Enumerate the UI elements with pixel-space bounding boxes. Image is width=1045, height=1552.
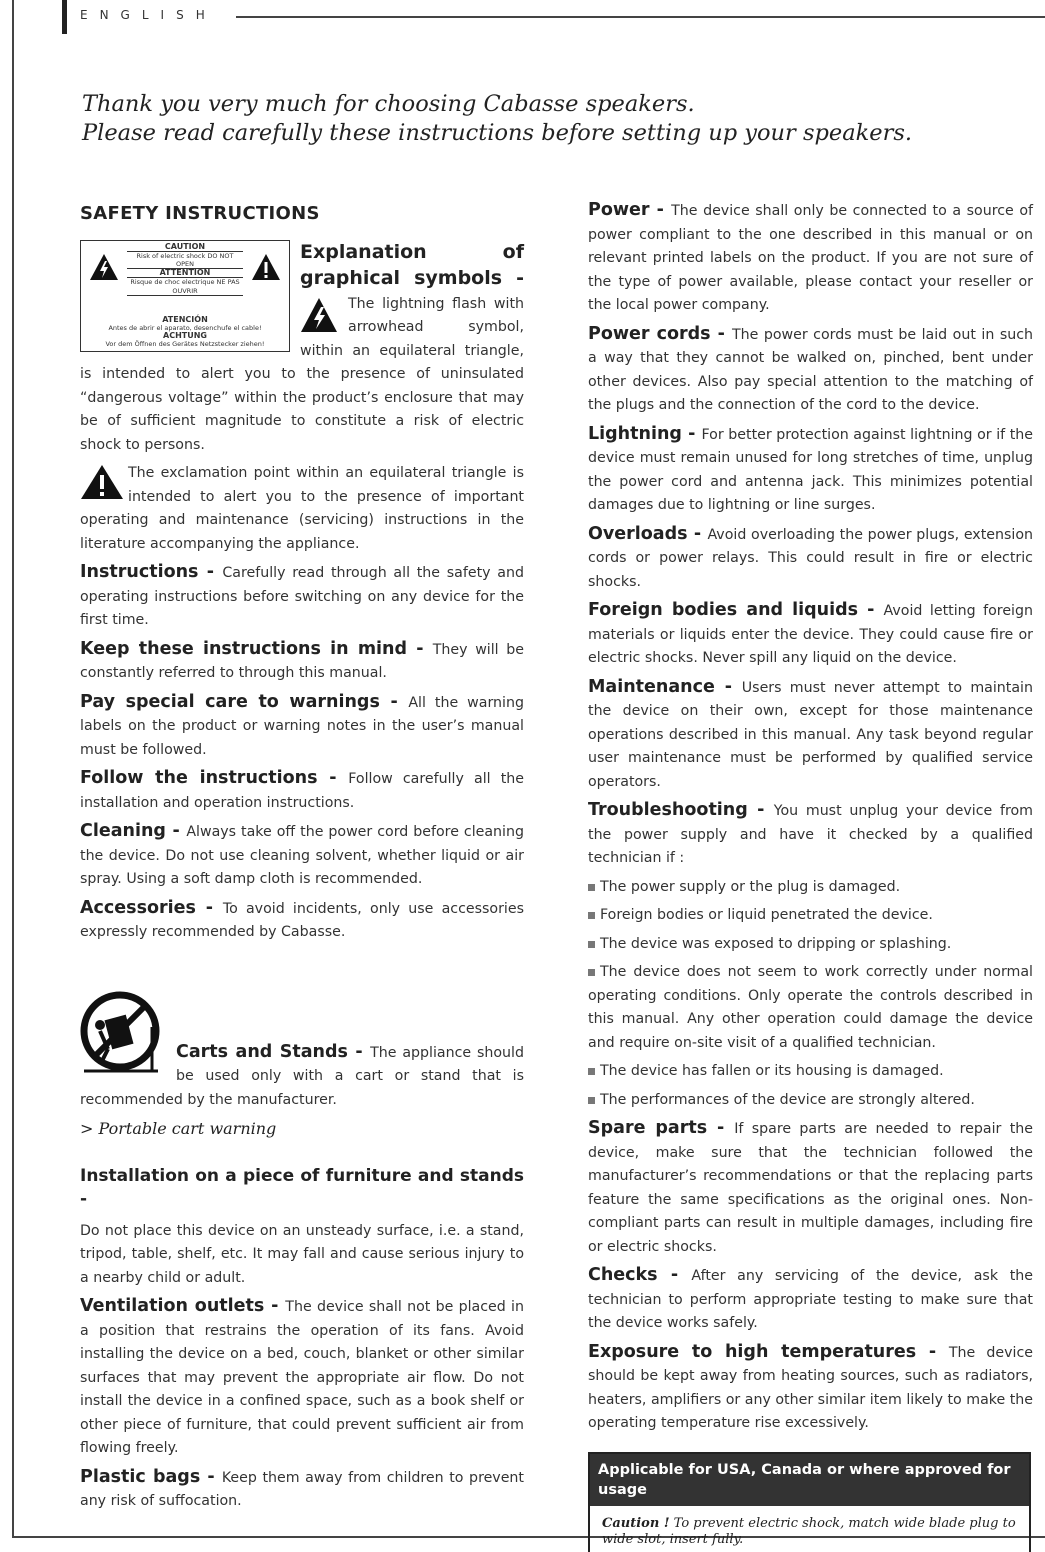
caution-word: CAUTION bbox=[127, 243, 243, 252]
bullet-square-icon bbox=[588, 1097, 595, 1104]
intro-line-2: Please read carefully these instructions before setting up your speakers. bbox=[82, 120, 913, 146]
list-item: The power supply or the plug is damaged. bbox=[588, 876, 1033, 900]
list-item: The device has fallen or its housing is damaged. bbox=[588, 1060, 1033, 1084]
item-lightning: Lightning - For better protection against lightning or if the device must remain unused for long stretches of time, unplug the power cord and antenna jack. This minimizes potential damages due to lightning or line surges. bbox=[588, 423, 1033, 513]
header-rule bbox=[236, 16, 1045, 18]
cart-warning-icon bbox=[80, 987, 162, 1079]
explanation-separator: - bbox=[502, 267, 524, 289]
item-ventilation: Ventilation outlets - The device shall not be placed in a position that restrains the operation of its fans. Avoid installing the device on a bed, couch, blanket or other similar surfaces that may prevent the appropriate air flow. Do not install the device in a confined space, such as a book shelf or other piece of furniture, that could prevent sufficient air from flowing freely. bbox=[80, 1296, 524, 1456]
lightning-symbol-icon bbox=[300, 297, 338, 333]
achtung-sub: Vor dem Öffnen des Gerätes Netzstecker ziehen! bbox=[105, 340, 265, 349]
item-cleaning: Cleaning - Always take off the power cord before cleaning the device. Do not use cleaning solvent, whether liquid or air spray. Using a soft damp cloth is recommended. bbox=[80, 821, 524, 887]
usa-notice-body bbox=[590, 1506, 1029, 1552]
left-column bbox=[80, 200, 524, 1519]
lightning-explanation-text: The lightning flash with arrowhead symbol, within an equilateral triangle, is intended to alert you to the presence of uninsulated “dangerous voltage” within the product’s enclosure that may be of sufficient magnitude to constitute a risk of electric shock to persons. bbox=[80, 295, 524, 453]
bullet-square-icon bbox=[588, 1068, 595, 1075]
installation-title: Installation on a piece of furniture and stands - bbox=[80, 1165, 524, 1209]
caution-sub: Risk of electric shock DO NOT OPEN bbox=[127, 252, 243, 269]
atencion-sub: Antes de abrir el aparato, desenchufe el cable! bbox=[108, 323, 262, 332]
bullet-square-icon bbox=[588, 912, 595, 919]
carts-heading: Carts and Stands - bbox=[176, 1041, 371, 1062]
item-power-cords: Power cords - The power cords must be laid out in such a way that they cannot be walked on, pinched, bent under other devices. Also pay special attention to the matching of the plugs and the connection of the cord to the device. bbox=[588, 323, 1033, 413]
usa-notice-header: Applicable for USA, Canada or where approved for usage bbox=[590, 1454, 1029, 1506]
usa-caution-text: To prevent electric shock, match wide blade plug to wide slot, insert fully. bbox=[602, 1515, 1016, 1547]
attention-sub: Risque de choc electrique NE PAS OUVRIR bbox=[127, 278, 243, 295]
usa-notice-box bbox=[588, 1452, 1031, 1552]
item-troubleshooting: Troubleshooting - You must unplug your device from the power supply and have it checked by a qualified technician if : bbox=[588, 800, 1033, 866]
carts-text: The appliance should be used only with a cart or stand that is recommended by the manufacturer. bbox=[80, 1044, 524, 1108]
language-tab-marker bbox=[62, 0, 67, 34]
item-checks: Checks - After any servicing of the device, ask the technician to perform appropriate testing to make sure that the device works safely. bbox=[588, 1265, 1033, 1331]
item-spare-parts: Spare parts - If spare parts are needed to repair the device, make sure that the technician followed the manufacturer’s recommendations or that the replacing parts feature the same specifications as the original ones. Non-compliant parts can result in multiple damages, including fire or electric shocks. bbox=[588, 1118, 1033, 1255]
caution-label-rows bbox=[127, 243, 243, 296]
atencion-word: ATENCIÓN bbox=[162, 314, 208, 324]
item-high-temperatures: Exposure to high temperatures - The device should be kept away from heating sources, such as radiators, heaters, amplifiers or any other similar item likely to make the operating temperature rise excessively. bbox=[588, 1341, 1033, 1431]
item-warnings: Pay special care to warnings - All the warning labels on the product or warning notes in the user’s manual must be followed. bbox=[80, 691, 524, 758]
usa-caution-label: Caution ! bbox=[602, 1515, 670, 1531]
carts-section bbox=[80, 987, 524, 1141]
list-item: The device was exposed to dripping or splashing. bbox=[588, 933, 1033, 957]
item-power: Power - The device shall only be connected to a source of power compliant to the one described in this manual or on relevant printed labels on the product. If you are not sure of the type of power available, please contact your reseller or the local power company. bbox=[588, 200, 1033, 313]
exclamation-explanation-text: The exclamation point within an equilateral triangle is intended to alert you to the presence of important operating and maintenance (servicing) instructions in the literature accompanying the appliance. bbox=[80, 465, 524, 552]
bullet-square-icon bbox=[588, 969, 595, 976]
item-instructions: Instructions - Carefully read through all the safety and operating instructions before switching on any device for the first time. bbox=[80, 562, 524, 628]
intro-line-1: Thank you very much for choosing Cabasse speakers. bbox=[82, 91, 695, 117]
portable-cart-warning: > Portable cart warning bbox=[80, 1119, 277, 1138]
carts-paragraph bbox=[80, 987, 524, 1113]
item-plastic-bags: Plastic bags - Keep them away from children to prevent any risk of suffocation. bbox=[80, 1466, 524, 1509]
attention-word: ATTENTION bbox=[127, 269, 243, 278]
right-column bbox=[588, 199, 1033, 1552]
exclamation-symbol-icon bbox=[80, 464, 124, 500]
item-accessories: Accessories - To avoid incidents, only use accessories expressly recommended by Cabasse. bbox=[80, 897, 524, 940]
exclamation-warning-icon bbox=[251, 253, 281, 281]
page-frame-left bbox=[12, 0, 14, 1538]
list-item: The device does not seem to work correctly under normal operating conditions. Only operate the controls described in this manual. Any other operation could damage the device and require on-site visit of a qualified technician. bbox=[588, 964, 1033, 1051]
item-overloads: Overloads - Avoid overloading the power plugs, extension cords or power relays. This could result in fire or electric shocks. bbox=[588, 523, 1033, 590]
bullet-square-icon bbox=[588, 884, 595, 891]
language-label: ENGLISH bbox=[80, 8, 217, 22]
lightning-warning-icon bbox=[89, 253, 119, 281]
item-follow-instructions: Follow the instructions - Follow carefully all the installation and operation instructions. bbox=[80, 768, 524, 811]
achtung-word: ACHTUNG bbox=[163, 331, 207, 341]
intro-text bbox=[82, 90, 912, 148]
safety-title: SAFETY INSTRUCTIONS bbox=[80, 203, 320, 224]
installation-text: Do not place this device on an unsteady surface, i.e. a stand, tripod, table, shelf, etc. It may fall and cause serious injury to a nearby child or adult. bbox=[80, 1222, 524, 1286]
exclamation-explanation bbox=[80, 462, 524, 556]
explanation-title: Explanation of graphical symbols bbox=[300, 240, 524, 289]
item-keep-instructions: Keep these instructions in mind - They will be constantly referred to through this manual. bbox=[80, 638, 525, 681]
caution-label-bottom bbox=[83, 316, 287, 349]
caution-label-image bbox=[80, 240, 290, 352]
bullet-square-icon bbox=[588, 941, 595, 948]
list-item: The performances of the device are strongly altered. bbox=[588, 1089, 1033, 1113]
list-item: Foreign bodies or liquid penetrated the device. bbox=[588, 904, 1033, 928]
item-maintenance: Maintenance - Users must never attempt to maintain the device on their own, except for those maintenance operations described in this manual. Any task beyond regular user maintenance must be performed by qualified service operators. bbox=[588, 676, 1033, 790]
item-foreign-bodies: Foreign bodies and liquids - Avoid letting foreign materials or liquids enter the device. They could cause fire or electric shocks. Never spill any liquid on the device. bbox=[588, 600, 1033, 666]
